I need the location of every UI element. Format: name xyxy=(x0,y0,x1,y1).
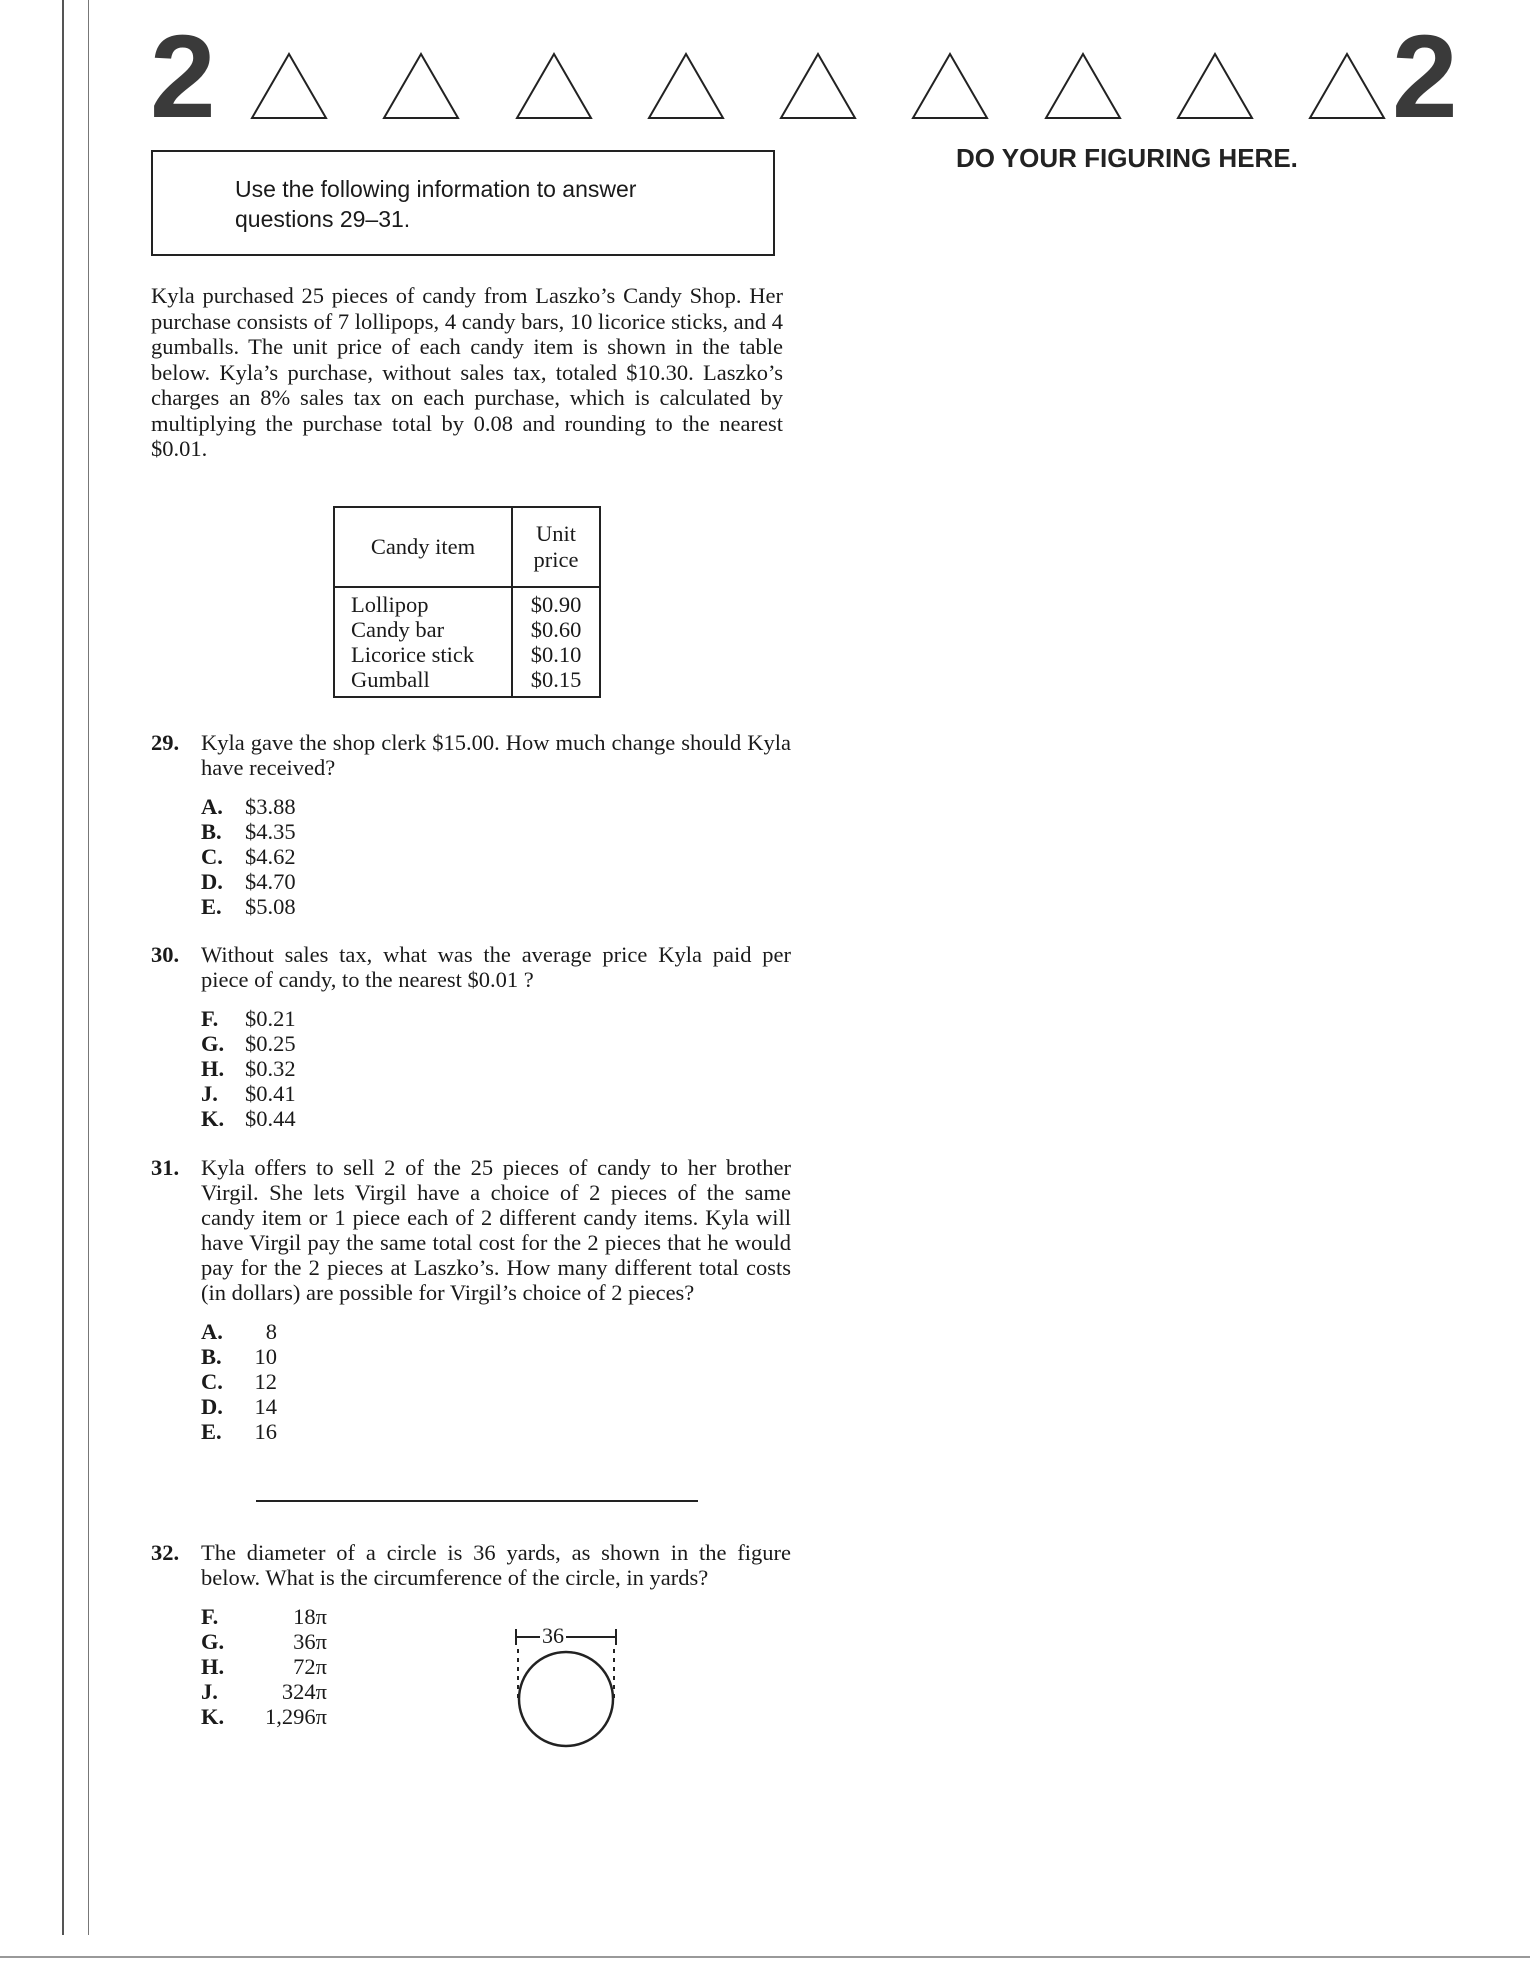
choice-letter: K. xyxy=(201,1704,225,1729)
choice-letter: A. xyxy=(201,794,223,819)
section-number-right: 2 xyxy=(1392,11,1458,143)
triangle-icon xyxy=(645,50,727,122)
instruction-line-2: questions 29–31. xyxy=(235,206,411,232)
answer-choice[interactable] xyxy=(201,1344,791,1369)
table-items-cell xyxy=(334,587,512,697)
answer-choice[interactable] xyxy=(201,1369,791,1394)
answer-choice[interactable] xyxy=(201,1679,791,1704)
answer-choices xyxy=(201,1604,791,1729)
circle-diameter-figure xyxy=(512,1623,622,1753)
answer-choice[interactable] xyxy=(201,894,791,919)
figuring-area-label: DO YOUR FIGURING HERE. xyxy=(956,143,1298,173)
answer-choice[interactable] xyxy=(201,1319,791,1344)
choice-value: $4.62 xyxy=(245,844,296,869)
choice-value: 10 xyxy=(254,1344,277,1369)
choice-letter: G. xyxy=(201,1629,225,1654)
choice-value: 36π xyxy=(293,1629,327,1654)
triangle-icon xyxy=(380,50,462,122)
passage-text: Kyla purchased 25 pieces of candy from Laszko’s Candy Shop. Her purchase consists of 7 lollipops, 4 candy bars, 10 licorice sticks, and 4 gumballs. The unit price of each candy item is shown in the table below. Kyla’s purchase, without sales tax, totaled $10.30. Laszko’s charges an 8% sales tax on each purchase, which is calculated by multiplying the purchase total by 0.08 and rounding to the nearest $0.01. xyxy=(151,283,783,461)
triangle-icon xyxy=(909,50,991,122)
answer-choice[interactable] xyxy=(201,1419,791,1444)
circle-figure-drawing xyxy=(512,1627,622,1753)
table-item: Licorice stick xyxy=(351,642,475,667)
choice-letter: F. xyxy=(201,1006,219,1031)
choice-letter: B. xyxy=(201,1344,222,1369)
question-30 xyxy=(151,942,791,1131)
page-bottom-edge xyxy=(0,1956,1530,1958)
answer-choices xyxy=(201,794,791,919)
answer-choice[interactable] xyxy=(201,1629,791,1654)
instruction-box xyxy=(151,150,775,256)
question-stem: Without sales tax, what was the average price Kyla paid per piece of candy, to the nearest $0.01 ? xyxy=(201,942,791,992)
choice-value: $0.41 xyxy=(245,1081,296,1106)
answer-choice[interactable] xyxy=(201,1704,791,1729)
choice-value: $0.44 xyxy=(245,1106,296,1131)
table-price: $0.15 xyxy=(530,667,582,692)
section-number-left: 2 xyxy=(150,11,216,143)
choice-letter: A. xyxy=(201,1319,223,1344)
table-header-price-line1: Unit xyxy=(535,521,576,546)
choice-letter: D. xyxy=(201,1394,223,1419)
answer-choice[interactable] xyxy=(201,1081,791,1106)
triangle-icon xyxy=(1042,50,1124,122)
instruction-line-1: Use the following information to answer xyxy=(235,176,637,202)
choice-value: 12 xyxy=(254,1369,277,1394)
choice-letter: J. xyxy=(201,1081,218,1106)
table-item: Gumball xyxy=(351,667,430,692)
table-prices-cell xyxy=(512,587,600,697)
choice-letter: C. xyxy=(201,1369,223,1394)
question-number: 30. xyxy=(151,942,180,967)
choice-value: $5.08 xyxy=(245,894,296,919)
choice-letter: J. xyxy=(201,1679,218,1704)
answer-choice[interactable] xyxy=(201,1654,791,1679)
question-31 xyxy=(151,1155,791,1444)
table-item: Lollipop xyxy=(351,592,429,617)
table-price: $0.10 xyxy=(530,642,582,667)
triangle-icon xyxy=(777,50,859,122)
choice-value: 1,296π xyxy=(265,1704,327,1729)
question-number: 32. xyxy=(151,1540,180,1565)
triangle-row xyxy=(248,50,1388,122)
choice-value: 18π xyxy=(293,1604,327,1629)
choice-value: $3.88 xyxy=(245,794,296,819)
triangle-icon xyxy=(1306,50,1388,122)
answer-choices xyxy=(201,1006,791,1131)
choice-value: 324π xyxy=(281,1679,327,1704)
choice-letter: F. xyxy=(201,1604,219,1629)
choice-value: 72π xyxy=(293,1654,327,1679)
table-header-price xyxy=(512,507,600,587)
answer-choice[interactable] xyxy=(201,844,791,869)
choice-value: $4.70 xyxy=(245,869,296,894)
answer-choice[interactable] xyxy=(201,1106,791,1131)
choice-letter: E. xyxy=(201,1419,222,1444)
choice-value: $4.35 xyxy=(245,819,296,844)
answer-choice[interactable] xyxy=(201,1006,791,1031)
question-29 xyxy=(151,730,791,919)
answer-choices xyxy=(201,1319,791,1444)
answer-choice[interactable] xyxy=(201,819,791,844)
question-number: 29. xyxy=(151,730,180,755)
binding-edge-line xyxy=(62,0,64,1935)
answer-choice[interactable] xyxy=(201,1031,791,1056)
question-32 xyxy=(151,1540,791,1729)
choice-letter: K. xyxy=(201,1106,225,1131)
question-stem: Kyla gave the shop clerk $15.00. How much change should Kyla have received? xyxy=(201,730,791,780)
choice-letter: G. xyxy=(201,1031,225,1056)
binding-edge-line-inner xyxy=(88,0,89,1935)
choice-letter: B. xyxy=(201,819,222,844)
triangle-icon xyxy=(513,50,595,122)
choice-letter: E. xyxy=(201,894,222,919)
table-header-item: Candy item xyxy=(334,507,512,587)
question-stem: Kyla offers to sell 2 of the 25 pieces of candy to her brother Virgil. She lets Virgil have a choice of 2 pieces of the same candy item or 1 piece each of 2 different candy items. Kyla will have Virgil pay the same total cost for the 2 pieces that he would pay for the 2 pieces at Laszko’s. How many different total costs (in dollars) are possible for Virgil’s choice of 2 pieces? xyxy=(201,1155,791,1305)
choice-letter: C. xyxy=(201,844,223,869)
triangle-icon xyxy=(1174,50,1256,122)
table-price: $0.60 xyxy=(530,617,582,642)
question-stem: The diameter of a circle is 36 yards, as shown in the figure below. What is the circumference of the circle, in yards? xyxy=(201,1540,791,1590)
circle-shape xyxy=(519,1652,613,1746)
choice-value: $0.21 xyxy=(245,1006,296,1031)
choice-value: $0.25 xyxy=(245,1031,296,1056)
triangle-icon xyxy=(248,50,330,122)
choice-letter: H. xyxy=(201,1056,225,1081)
candy-price-table xyxy=(333,506,601,698)
choice-value: 16 xyxy=(254,1419,277,1444)
choice-letter: H. xyxy=(201,1654,225,1679)
choice-letter: D. xyxy=(201,869,223,894)
diameter-label: 36 xyxy=(542,1623,564,1648)
table-header-price-line2: price xyxy=(533,547,579,572)
answer-choice[interactable] xyxy=(201,794,791,819)
answer-choice[interactable] xyxy=(201,1056,791,1081)
answer-choice[interactable] xyxy=(201,869,791,894)
section-separator xyxy=(256,1500,698,1502)
choice-value: $0.32 xyxy=(245,1056,296,1081)
answer-choice[interactable] xyxy=(201,1604,791,1629)
table-item: Candy bar xyxy=(351,617,445,642)
question-number: 31. xyxy=(151,1155,180,1180)
choice-value: 8 xyxy=(265,1319,277,1344)
choice-value: 14 xyxy=(254,1394,277,1419)
answer-choice[interactable] xyxy=(201,1394,791,1419)
table-price: $0.90 xyxy=(530,592,582,617)
